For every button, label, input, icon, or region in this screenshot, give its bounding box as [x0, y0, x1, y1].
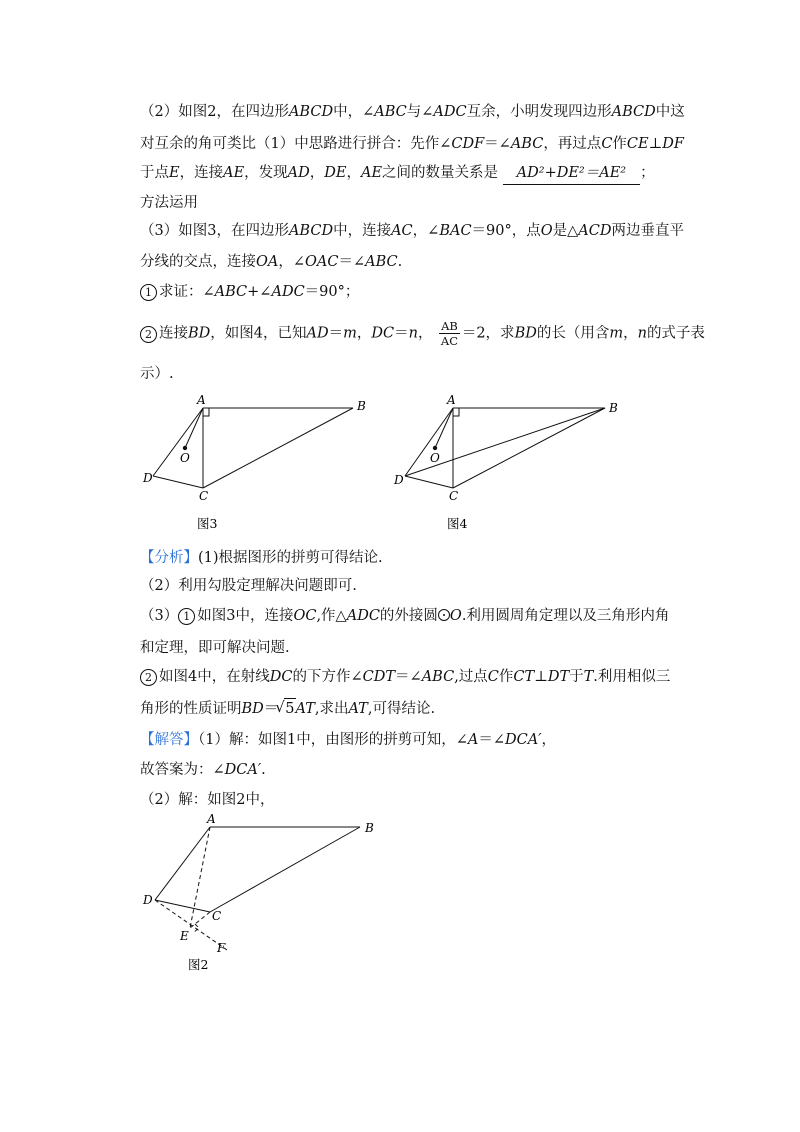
fraction [439, 320, 460, 347]
math: n [408, 325, 418, 342]
circled-number: 2 [140, 326, 157, 343]
text: 故答案为：∠ [140, 762, 225, 778]
text: ＝ [263, 701, 279, 717]
math: ACD [578, 223, 612, 239]
math: BD [514, 325, 537, 342]
text: 中，连接 [333, 223, 392, 239]
answer-blank: AD²+DE²＝AE² [503, 163, 640, 185]
text: ， [623, 325, 638, 342]
math: DC [269, 669, 293, 685]
text: 之间的数量关系是 [382, 165, 499, 181]
text: ， [309, 165, 325, 181]
p3-line-2 [140, 252, 402, 272]
math: n [637, 325, 647, 342]
text: .利用圆周角定理以及三角形内角 [461, 608, 670, 624]
text: ，∠ [278, 254, 306, 270]
text: ,可得结论. [367, 701, 436, 717]
text: 角形的性质证明 [140, 701, 242, 717]
text: (1)根据图形的拼剪可得结论. [198, 550, 383, 566]
label-a: A [197, 393, 206, 407]
figure-caption: 图4 [447, 516, 468, 531]
text: 如图3中，连接 [197, 608, 294, 624]
figure-4 [385, 388, 630, 533]
text: ， [541, 732, 556, 748]
math: ADC [433, 104, 467, 120]
text: ， [417, 325, 433, 342]
math: OA [256, 254, 279, 270]
text: 中这 [655, 104, 685, 120]
math: OAC [305, 254, 339, 270]
analysis-line-1 [140, 548, 383, 568]
text: （3）如图3，在四边形 [140, 223, 289, 239]
text: 的式子表 [646, 325, 705, 342]
text: .利用相似三 [593, 669, 671, 685]
circled-number: 2 [140, 669, 157, 686]
math: O [449, 608, 462, 624]
p2-line-3 [140, 163, 655, 185]
label-b: B [609, 401, 618, 415]
math: CDF [451, 136, 485, 152]
math: A [467, 732, 479, 748]
label-f: F [217, 941, 226, 955]
analysis-line-4: 和定理，即可解决问题. [140, 640, 290, 656]
text: 是△ [552, 223, 579, 239]
text: （2）如图2，在四边形 [140, 104, 289, 120]
math: AT [348, 701, 368, 717]
math: C [487, 669, 499, 685]
analysis-line-3 [140, 606, 669, 626]
analysis-line-2: （2）利用勾股定理解决问题即可. [140, 578, 357, 594]
math: ADC [346, 608, 380, 624]
math: AD [287, 165, 310, 181]
text: ,求出 [314, 701, 349, 717]
text: ＝ [328, 325, 344, 342]
math: C [601, 136, 613, 152]
p3-line-1 [140, 221, 684, 241]
text: ，再过点 [543, 136, 602, 152]
label-o: O [180, 451, 190, 465]
text: ，连接 [179, 165, 224, 181]
math: AE [223, 165, 245, 181]
text: ⊥ [534, 669, 548, 685]
text: ⊥ [648, 136, 663, 152]
answer-line-1 [140, 730, 556, 750]
text: ＝ [394, 325, 409, 342]
math: ABC [510, 136, 544, 152]
text: 连接 [159, 325, 188, 342]
text: ； [640, 165, 655, 181]
math: OC [293, 608, 317, 624]
text: 于 [569, 669, 584, 685]
label-c: C [449, 489, 459, 503]
math: AC [391, 223, 413, 239]
figure-caption: 图2 [188, 957, 209, 972]
label-a: A [447, 393, 456, 407]
text: 作 [498, 669, 514, 685]
math: ABCD [611, 104, 656, 120]
text: ， [356, 325, 372, 342]
analysis-line-6 [140, 698, 435, 719]
text: 的长（用含 [536, 325, 610, 342]
text: 分线的交点，连接 [140, 254, 256, 270]
text: 求证：∠ [159, 284, 215, 300]
math: ABCD [288, 104, 334, 120]
math: ABC [214, 284, 248, 300]
text: 两边垂直平 [611, 223, 684, 239]
math: m [609, 325, 624, 342]
text: ， [346, 165, 361, 181]
analysis-tag: 【分析】 [140, 550, 198, 566]
p3-question-1 [140, 282, 359, 302]
circled-number: 1 [178, 608, 195, 625]
math: DE [324, 165, 347, 181]
text: 的下方作∠ [292, 669, 363, 685]
math: DF [662, 136, 684, 152]
text: ，发现 [244, 165, 288, 181]
p3-question-2 [140, 320, 705, 347]
text: ,作△ [316, 608, 347, 624]
math: CDT [362, 669, 396, 685]
math: DCA′ [224, 762, 262, 778]
text: 如图4中，在射线 [159, 669, 270, 685]
math: AE [360, 165, 383, 181]
text: （3） [140, 608, 179, 624]
text: ＝90°，点 [471, 223, 541, 239]
text: （1）解：如图1中，由图形的拼剪可知，∠ [198, 732, 468, 748]
math: O [540, 223, 553, 239]
circled-number: 1 [140, 284, 157, 301]
label-c: C [212, 909, 222, 923]
fraction-numerator: AB [441, 319, 458, 333]
p3-line-end: 示）. [140, 366, 174, 382]
label-a: A [207, 812, 216, 826]
math: DC [371, 325, 395, 342]
math: E [169, 165, 180, 181]
answer-line-3: （2）解：如图2中， [140, 792, 275, 808]
text: 对互余的角可类比（1）中思路进行拼合：先作∠ [140, 136, 452, 152]
text: ＝∠ [478, 732, 505, 748]
math: CE [626, 136, 649, 152]
text: ＝∠ [338, 254, 366, 270]
math: BD [241, 701, 264, 717]
math: ADC [271, 284, 305, 300]
text: 中，∠ [333, 104, 375, 120]
figure-3 [135, 388, 375, 533]
label-o: O [430, 451, 440, 465]
circle-dot-symbol [438, 609, 450, 621]
math: ABC [365, 254, 398, 270]
text: ＝90°； [304, 284, 360, 300]
p2-line-1 [140, 102, 685, 122]
text: 互余，小明发现四边形 [466, 104, 612, 120]
math: ABCD [288, 223, 334, 239]
label-b: B [365, 821, 374, 835]
label-d: D [143, 893, 153, 907]
math: BD [188, 325, 211, 342]
math: ABC [421, 669, 455, 685]
text: ＝2，求 [461, 325, 515, 342]
label-b: B [357, 399, 366, 413]
p2-line-2 [140, 134, 684, 154]
label-e: E [180, 929, 189, 943]
answer-line-2 [140, 760, 266, 780]
text: ，∠ [412, 223, 440, 239]
analysis-line-5 [140, 667, 670, 687]
math: AD [306, 325, 329, 342]
math: AT [295, 701, 315, 717]
text: 于点 [140, 165, 169, 181]
math: BAC [439, 223, 472, 239]
fraction-denominator: AC [440, 334, 458, 348]
text: . [261, 762, 266, 778]
math: CT [513, 669, 535, 685]
text: . [397, 254, 403, 270]
answer-tag: 【解答】 [140, 732, 198, 748]
section-heading: 方法运用 [140, 195, 198, 211]
text: +∠ [247, 284, 272, 300]
math: m [343, 325, 357, 342]
text: ,过点 [454, 669, 488, 685]
figure-2 [135, 810, 385, 975]
label-c: C [199, 489, 209, 503]
text: ，如图4，已知 [210, 325, 307, 342]
sqrt-symbol: √ 5 [284, 698, 295, 719]
figure-caption: 图3 [197, 516, 218, 531]
text: 作 [612, 136, 627, 152]
math: DCA′ [505, 732, 542, 748]
math: T [583, 669, 594, 685]
text: ＝∠ [484, 136, 511, 152]
label-d: D [143, 471, 153, 485]
text: 的外接圆 [379, 608, 438, 624]
math: DT [547, 669, 570, 685]
math: ABC [374, 104, 407, 120]
text: ＝∠ [395, 669, 422, 685]
text: 与∠ [406, 104, 434, 120]
label-d: D [394, 473, 404, 487]
